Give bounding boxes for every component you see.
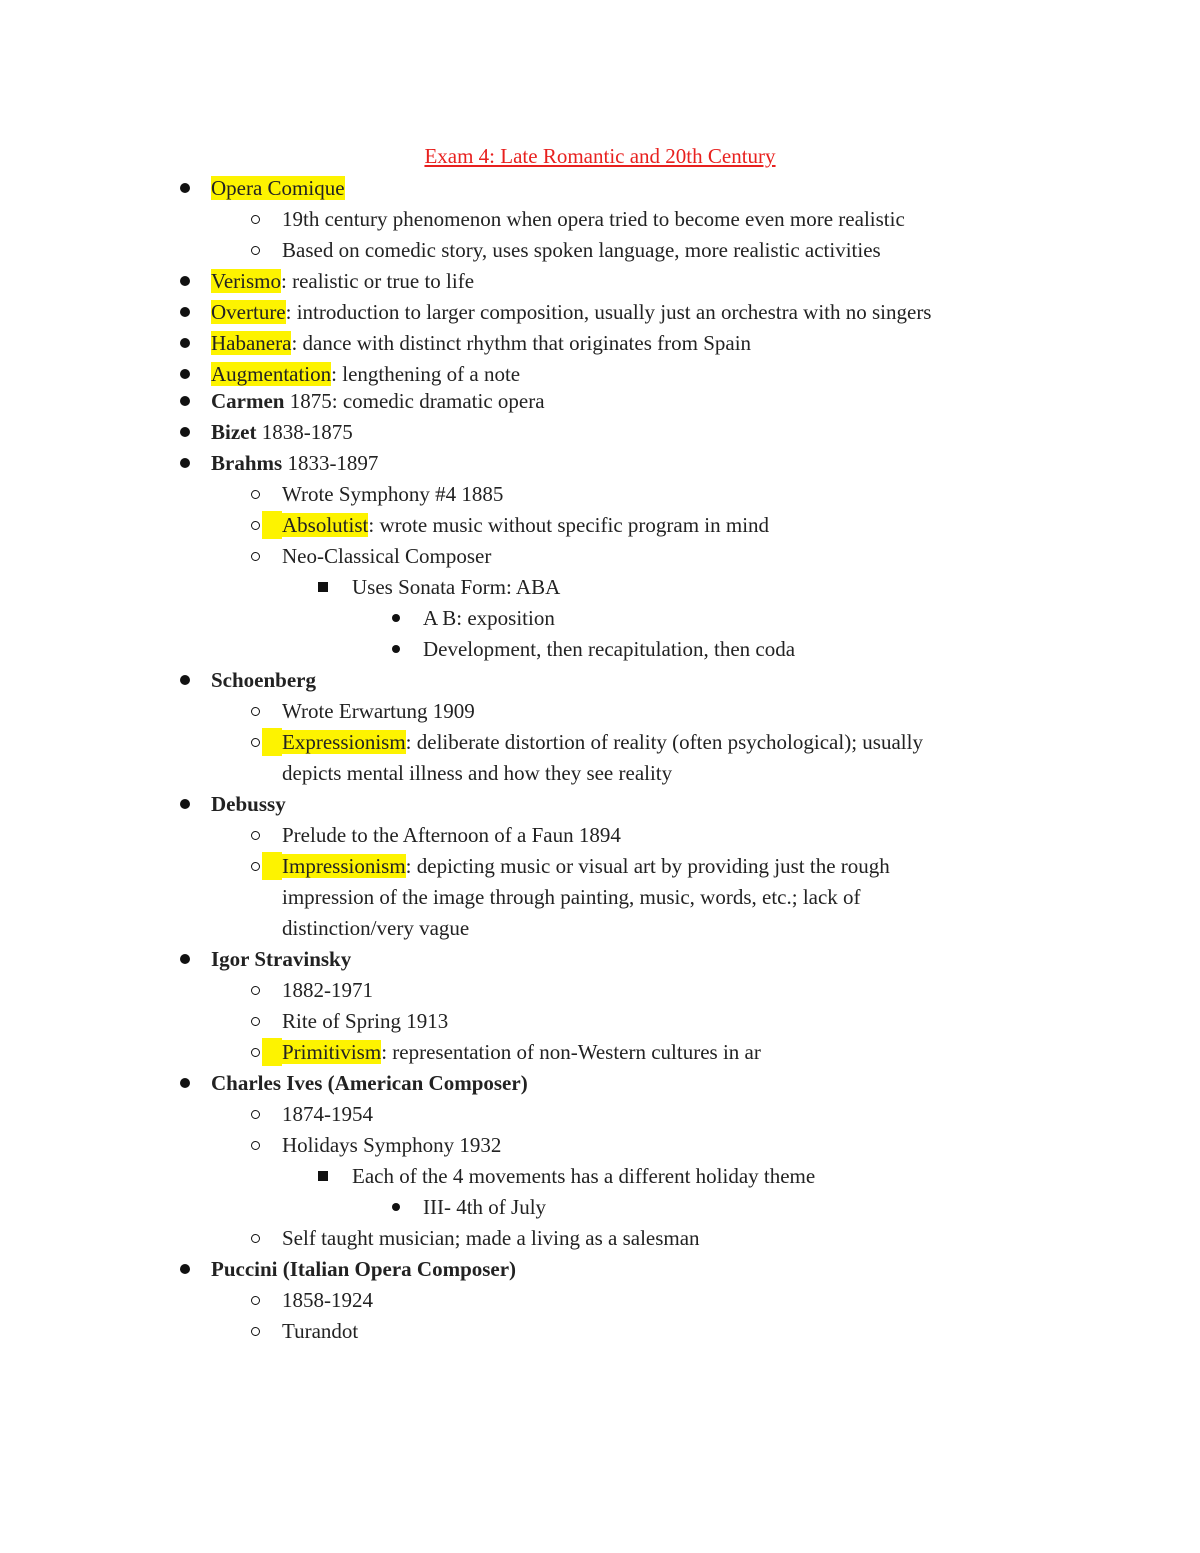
- highlight-mark: [262, 511, 282, 539]
- list-item: Wrote Erwartung 1909: [282, 699, 475, 723]
- bullet-disc-icon: [178, 174, 192, 202]
- definition: : deliberate distortion of reality (often psychological); usually: [405, 730, 923, 754]
- highlighted-term: Primitivism: [282, 1040, 382, 1064]
- list-item: [211, 329, 751, 357]
- list-item: [211, 174, 345, 202]
- definition: : realistic or true to life: [281, 269, 475, 293]
- highlighted-term: Impressionism: [282, 854, 406, 878]
- list-item: 1858-1924: [282, 1288, 373, 1312]
- list-item: A B: exposition: [423, 606, 555, 630]
- bold-name: Carmen: [211, 389, 285, 413]
- bold-name: Brahms: [211, 451, 283, 475]
- bullet-disc-icon: [178, 666, 192, 694]
- list-item: Self taught musician; made a living as a salesman: [282, 1226, 700, 1250]
- list-item: Turandot: [282, 1319, 359, 1343]
- list-item: [211, 360, 520, 388]
- bullet-circle-icon: [248, 852, 262, 880]
- highlighted-term: Habanera: [211, 331, 292, 355]
- definition: : introduction to larger composition, usually just an orchestra with no singers: [285, 300, 932, 324]
- highlight-mark: [262, 852, 282, 880]
- bullet-circle-icon: [248, 821, 262, 849]
- bullet-disc-icon: [178, 1255, 192, 1283]
- list-item: Each of the 4 movements has a different holiday theme: [352, 1164, 816, 1188]
- bullet-circle-icon: [248, 205, 262, 233]
- bullet-square-icon: [316, 1162, 330, 1190]
- bullet-disc-icon: [178, 329, 192, 357]
- detail: 1875: comedic dramatic opera: [284, 389, 545, 413]
- bullet-circle-icon: [248, 1317, 262, 1345]
- bullet-disc-icon: [178, 360, 192, 388]
- bullet-circle-icon: [248, 480, 262, 508]
- bullet-square-icon: [316, 573, 330, 601]
- highlighted-term: Expressionism: [282, 730, 406, 754]
- highlighted-term: Verismo: [211, 269, 281, 293]
- highlighted-term: Absolutist: [282, 513, 369, 537]
- list-item: [211, 267, 474, 295]
- bullet-circle-icon: [248, 1007, 262, 1035]
- highlighted-term: Augmentation: [211, 362, 332, 386]
- bullet-disc-icon: [178, 418, 192, 446]
- list-item: [282, 1038, 761, 1066]
- bold-name: Bizet: [211, 420, 257, 444]
- list-item: Wrote Symphony #4 1885: [282, 482, 504, 506]
- bullet-disc-icon: [389, 1193, 403, 1221]
- highlighted-term: Opera Comique: [211, 176, 345, 200]
- bullet-circle-icon: [248, 1224, 262, 1252]
- bullet-circle-icon: [248, 511, 262, 539]
- bullet-circle-icon: [248, 236, 262, 264]
- highlight-mark: [262, 728, 282, 756]
- list-item: III- 4th of July: [423, 1195, 547, 1219]
- list-item: Development, then recapitulation, then coda: [423, 637, 796, 661]
- definition: : representation of non-Western cultures in ar: [381, 1040, 761, 1064]
- bullet-disc-icon: [178, 298, 192, 326]
- bullet-circle-icon: [248, 976, 262, 1004]
- list-item-continuation: impression of the image through painting, music, words, etc.; lack of: [282, 885, 861, 909]
- definition: : lengthening of a note: [331, 362, 521, 386]
- bullet-circle-icon: [248, 697, 262, 725]
- list-item: Puccini (Italian Opera Composer): [211, 1257, 517, 1281]
- bullet-disc-icon: [178, 267, 192, 295]
- bullet-disc-icon: [178, 1069, 192, 1097]
- bullet-disc-icon: [389, 635, 403, 663]
- bullet-disc-icon: [178, 449, 192, 477]
- bullet-disc-icon: [178, 945, 192, 973]
- list-item: 19th century phenomenon when opera tried to become even more realistic: [282, 207, 905, 231]
- bullet-circle-icon: [248, 1286, 262, 1314]
- list-item: [211, 418, 353, 446]
- bullet-disc-icon: [389, 604, 403, 632]
- definition: : wrote music without specific program in mind: [368, 513, 770, 537]
- list-item: [282, 852, 890, 880]
- highlight-mark: [262, 1038, 282, 1066]
- list-item: [211, 449, 378, 477]
- bullet-circle-icon: [248, 1100, 262, 1128]
- bullet-circle-icon: [248, 542, 262, 570]
- list-item: Rite of Spring 1913: [282, 1009, 449, 1033]
- highlighted-term: Overture: [211, 300, 286, 324]
- list-item: Neo-Classical Composer: [282, 544, 492, 568]
- list-item-continuation: depicts mental illness and how they see reality: [282, 761, 673, 785]
- list-item: Schoenberg: [211, 668, 316, 692]
- list-item: Based on comedic story, uses spoken language, more realistic activities: [282, 238, 881, 262]
- list-item: Debussy: [211, 792, 286, 816]
- list-item: Holidays Symphony 1932: [282, 1133, 502, 1157]
- list-item: Charles Ives (American Composer): [211, 1071, 528, 1095]
- bullet-disc-icon: [178, 790, 192, 818]
- list-item: [282, 511, 769, 539]
- bullet-circle-icon: [248, 728, 262, 756]
- detail: 1833-1897: [282, 451, 379, 475]
- list-item: [211, 298, 931, 326]
- detail: 1838-1875: [256, 420, 353, 444]
- list-item: 1882-1971: [282, 978, 373, 1002]
- bullet-disc-icon: [178, 387, 192, 415]
- definition: : depicting music or visual art by providing just the rough: [405, 854, 890, 878]
- list-item: Igor Stravinsky: [211, 947, 352, 971]
- list-item: Prelude to the Afternoon of a Faun 1894: [282, 823, 621, 847]
- bullet-circle-icon: [248, 1038, 262, 1066]
- list-item: 1874-1954: [282, 1102, 373, 1126]
- list-item: [211, 387, 545, 415]
- list-item: Uses Sonata Form: ABA: [352, 575, 561, 599]
- page-title: Exam 4: Late Romantic and 20th Century: [424, 144, 776, 168]
- list-item-continuation: distinction/very vague: [282, 916, 470, 940]
- bullet-circle-icon: [248, 1131, 262, 1159]
- list-item: [282, 728, 923, 756]
- definition: : dance with distinct rhythm that originates from Spain: [291, 331, 752, 355]
